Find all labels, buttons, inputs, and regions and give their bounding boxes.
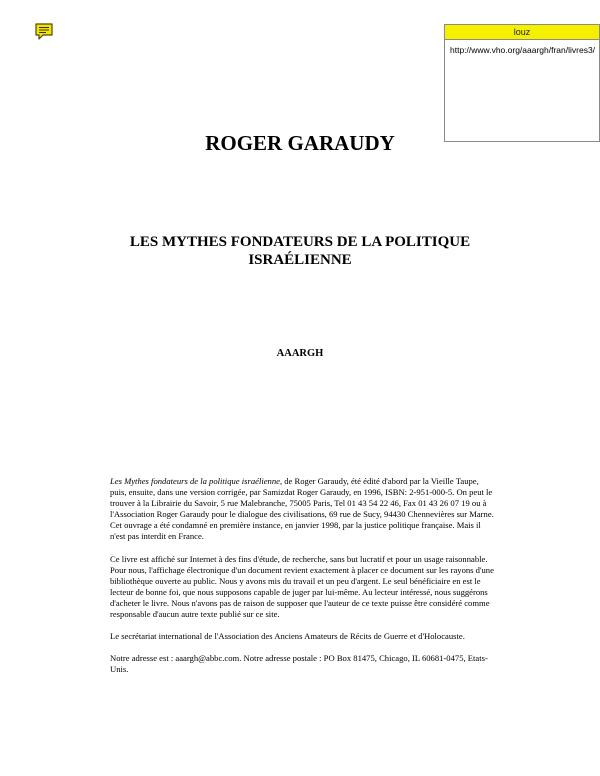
document-body xyxy=(110,476,495,686)
paragraph-secretariat: Le secrétariat international de l'Association des Anciens Amateurs de Récits de Guerre et d'Holocauste. xyxy=(110,631,465,642)
note-icon-graphic xyxy=(34,22,54,42)
annotation-author[interactable]: louz xyxy=(445,25,599,40)
publication-details: de Roger Garaudy, été édité d'abord par la Vieille Taupe, puis, ensuite, dans une version corrigée, par Samizdat Roger Garaudy, en 1996, ISBN: 2-951-000-5. On peut le trouver à la Librairie du Savoir, 5 rue Malebranche, 75005 Paris, Tel 01 43 54 22 46, Fax 01 43 26 07 19 ou à l'Association Roger Garaudy pour le dialogue des civilisations, 69 rue de Sucy, 94430 Chennevières sur Marne. Cet ouvrage a été condamné en première instance, en janvier 1998, par la justice politique française. Mais il n'est pas interdit en France. xyxy=(110,476,494,542)
document-title: LES MYTHES FONDATEURS DE LA POLITIQUE ISRAÉLIENNE xyxy=(129,234,471,268)
document-publisher: AAARGH xyxy=(276,348,324,359)
paragraph-address: Notre adresse est : aaargh@abbc.com. Notre adresse postale : PO Box 81475, Chicago, IL 60681-0475, Etats-Unis. xyxy=(110,653,488,675)
document-author: ROGER GARAUDY xyxy=(205,131,395,155)
paragraph-disclaimer: Ce livre est affiché sur Internet à des fins d'étude, de recherche, sans but lucratif et pour un usage raisonnable. Pour nous, l'affichage électronique d'un document revient exactement à placer ce document sur les rayons d'une bibliothèque ouverte au public. Nous y avons mis du travail et un peu d'argent. Le seul bénéficiaire en est le lecteur de bonne foi, que nous supposons capable de juger par lui-même. Au lecteur intéressé, nous suggérons d'acheter le livre. Nous n'avons pas de raison de supposer que l'auteur de ce texte puisse être considéré comme responsable d'aucun autre texte publié sur ce site. xyxy=(110,553,494,620)
annotation-popup[interactable] xyxy=(444,24,600,142)
annotation-content[interactable]: http://www.vho.org/aaargh/fran/livres3/ xyxy=(450,45,596,55)
book-title-italic: Les Mythes fondateurs de la politique israélienne, xyxy=(110,476,283,486)
speech-bubble-note-icon[interactable] xyxy=(34,22,54,42)
paragraph-publication-info xyxy=(110,476,495,543)
